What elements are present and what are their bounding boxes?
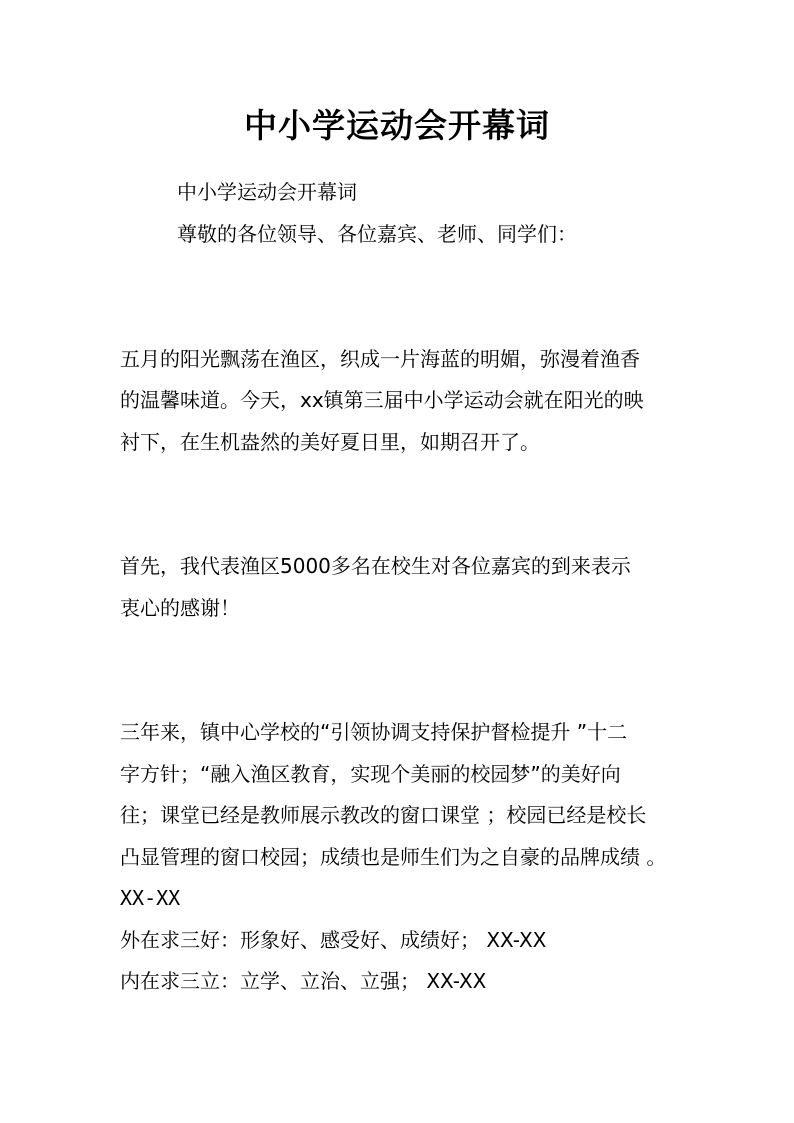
paragraph-line: 的温馨味道。今天，xx镇第三届中小学运动会就在阳光的映 bbox=[120, 388, 644, 412]
paragraph-line: 内在求三立：立学、立治、立强； XX-XX bbox=[120, 969, 487, 993]
paragraph-line: 五月的阳光飘荡在渔区，织成一片海蓝的明媚，弥漫着渔香 bbox=[120, 347, 640, 371]
paragraph-line: 外在求三好：形象好、感受好、成绩好； XX-XX bbox=[120, 928, 547, 952]
paragraph-line: 衷心的感谢！ bbox=[120, 596, 240, 620]
paragraph-line: 往；课堂已经是教师展示教改的窗口课堂 ；校园已经是校长 bbox=[120, 803, 647, 827]
paragraph-line: 三年来，镇中心学校的“引领协调支持保护督检提升 ”十二 bbox=[120, 720, 628, 744]
document-title: 中小学运动会开幕词 bbox=[244, 106, 550, 145]
paragraph-line: 字方针；“融入渔区教育，实现个美丽的校园梦”的美好向 bbox=[120, 762, 621, 786]
paragraph-line: 衬下，在生机盎然的美好夏日里，如期召开了。 bbox=[120, 430, 540, 454]
paragraph-line: 首先，我代表渔区5000多名在校生对各位嘉宾的到来表示 bbox=[120, 554, 631, 578]
document-subtitle: 中小学运动会开幕词 bbox=[177, 180, 357, 204]
paragraph-line: XX-XX bbox=[120, 886, 181, 910]
paragraph-line: 凸显管理的窗口校园；成绩也是师生们为之自豪的品牌成绩 。 bbox=[120, 845, 667, 869]
salutation: 尊敬的各位领导、各位嘉宾、老师、同学们： bbox=[177, 222, 577, 246]
